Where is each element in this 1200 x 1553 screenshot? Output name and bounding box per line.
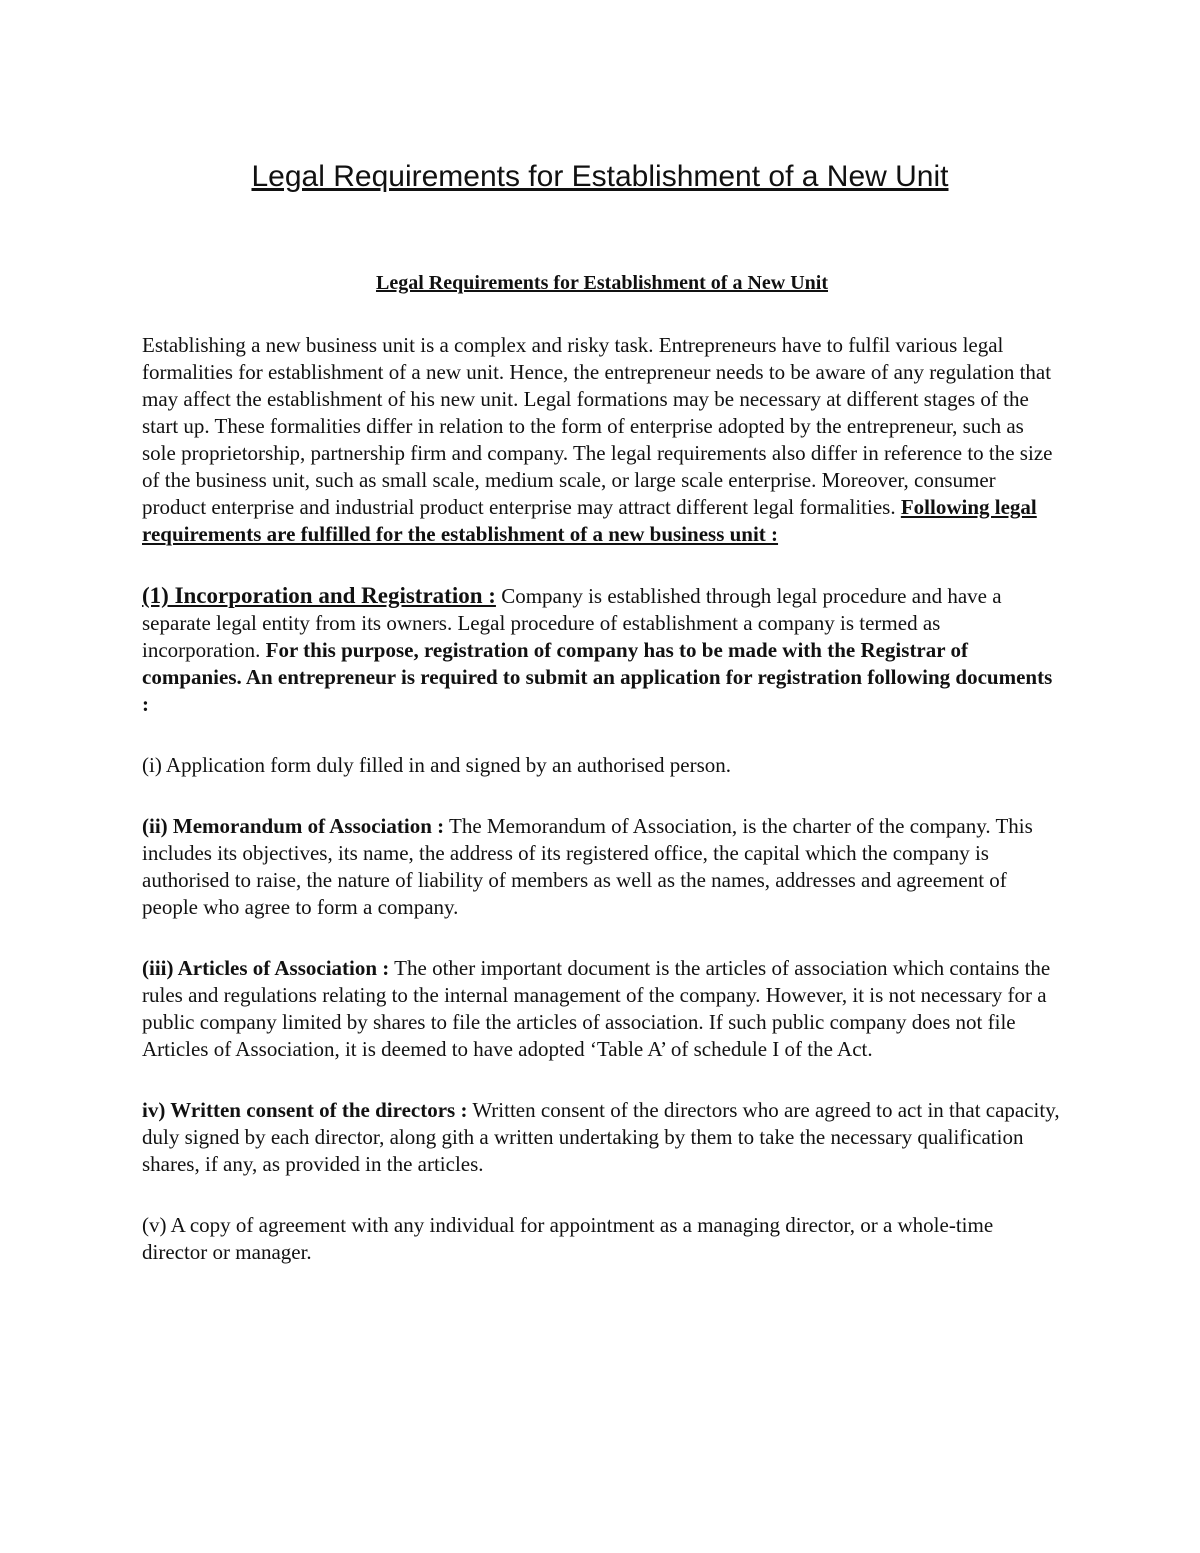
list-item xyxy=(142,955,1062,1063)
list-item xyxy=(142,1097,1062,1178)
section-text: Company is established through legal procedure and have a separate legal entity from its owners. Legal procedure of establishment a company is termed as incorporation. xyxy=(142,584,1002,662)
document-body xyxy=(142,270,1062,1300)
section-bold-text: For this purpose, registration of company has to be made with the Registrar of companies. An entrepreneur is required to submit an application for registration following documents : xyxy=(142,638,1053,716)
page-title: Legal Requirements for Establishment of a New Unit xyxy=(251,160,949,193)
list-item xyxy=(142,813,1062,921)
intro-paragraph xyxy=(142,332,1062,548)
item-label: (iii) Articles of Association : xyxy=(142,956,390,980)
item-label: (ii) Memorandum of Association : xyxy=(142,814,445,838)
item-text: Written consent of the directors who are agreed to act in that capacity, duly signed by each director, along gith a written undertaking by them to take the necessary qualification shares, if any, as provided in the articles. xyxy=(142,1098,1060,1176)
item-text: The Memorandum of Association, is the charter of the company. This includes its objectives, its name, the address of its registered office, the capital which the company is authorised to raise, the nature of liability of members as well as the names, addresses and agreement of people who agree to form a company. xyxy=(142,814,1033,919)
list-item xyxy=(142,752,1062,779)
list-item xyxy=(142,1212,1062,1266)
intro-text: Establishing a new business unit is a complex and risky task. Entrepreneurs have to fulfil various legal formalities for establishment of a new unit. Hence, the entrepreneur needs to be aware of any regulation that may affect the establishment of his new unit. Legal formations may be necessary at different stages of the start up. These formalities differ in relation to the form of enterprise adopted by the entrepreneur, such as sole proprietorship, partnership firm and company. The legal requirements also differ in reference to the size of the business unit, such as small scale, medium scale, or large scale enterprise. Moreover, consumer product enterprise and industrial product enterprise may attract different legal formalities. xyxy=(142,333,1053,519)
section-incorporation xyxy=(142,582,1062,718)
section-heading: (1) Incorporation and Registration : xyxy=(142,583,496,608)
item-text: The other important document is the articles of association which contains the rules and regulations relating to the internal management of the company. However, it is not necessary for a public company limited by shares to file the articles of association. If such public company does not file Articles of Association, it is deemed to have adopted ‘Table A’ of schedule I of the Act. xyxy=(142,956,1051,1061)
item-text: (v) A copy of agreement with any individual for appointment as a managing director, or a whole-time director or manager. xyxy=(142,1213,994,1264)
item-label: iv) Written consent of the directors : xyxy=(142,1098,468,1122)
section-subtitle: Legal Requirements for Establishment of a New Unit xyxy=(375,272,829,294)
intro-emphasis: Following legal requirements are fulfilled for the establishment of a new business unit : xyxy=(142,495,1037,546)
item-text: (i) Application form duly filled in and signed by an authorised person. xyxy=(142,753,732,777)
